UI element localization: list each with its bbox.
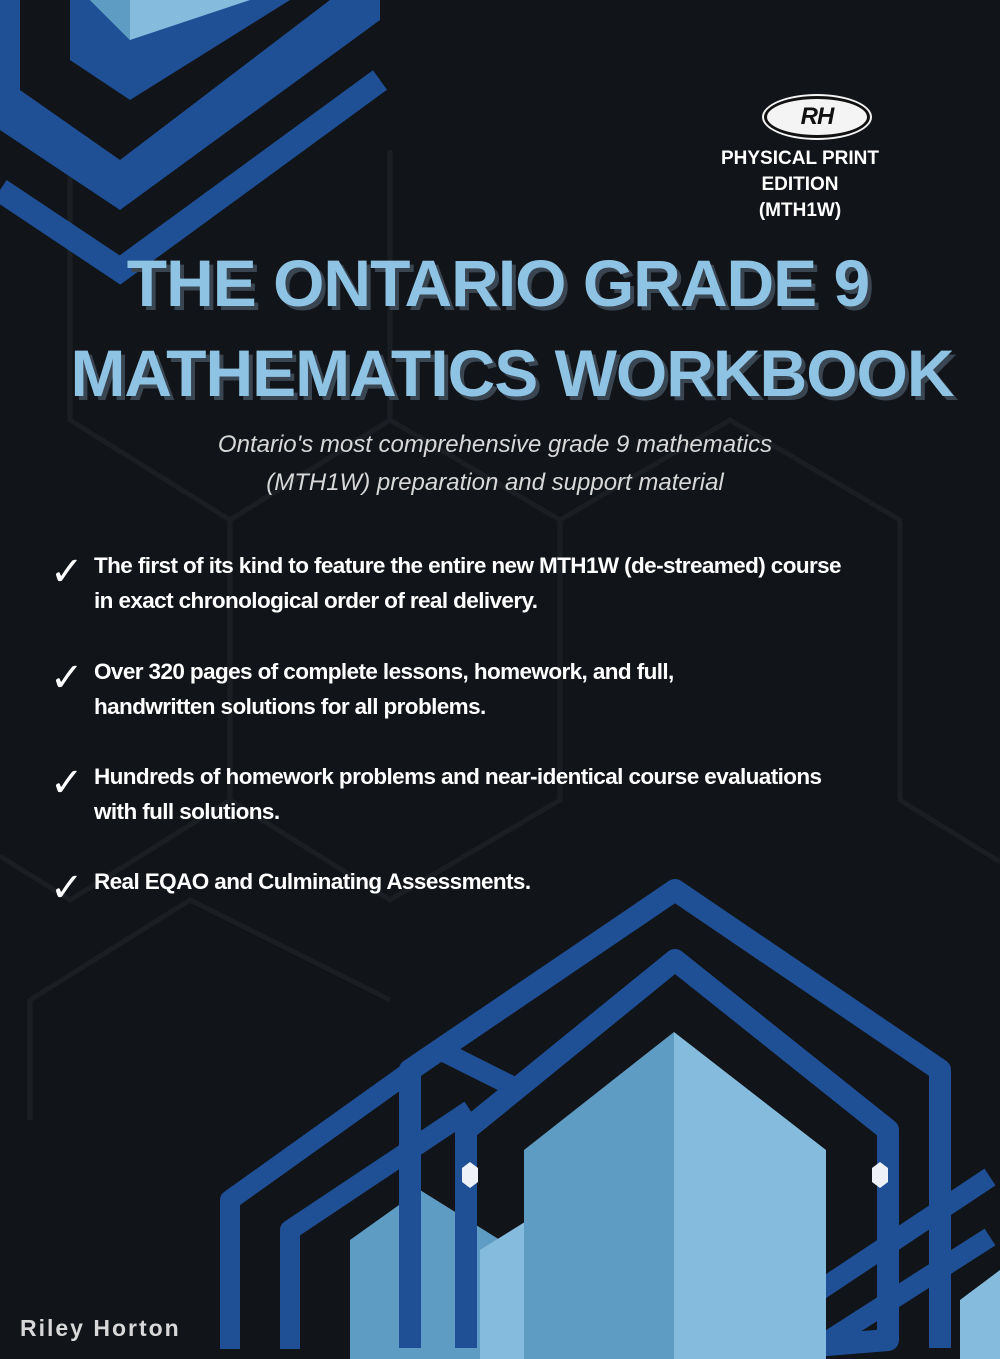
- book-subtitle: Ontario's most comprehensive grade 9 mathematics (MTH1W) preparation and support material: [217, 431, 773, 496]
- feature-bullet: ✓ The first of its kind to feature the entire new MTH1W (de-streamed) course in exact chronological order of real delivery.: [50, 550, 841, 613]
- edition-label: PHYSICAL PRINT EDITION (MTH1W): [720, 148, 879, 221]
- author-name: Riley Horton: [20, 1315, 181, 1341]
- top-left-hexagon: [0, 0, 380, 270]
- bottom-hexagon-cluster: [230, 890, 1000, 1359]
- book-title-line-2: MATHEMATICS WORKBOOK: [70, 336, 954, 410]
- publisher-logo: RH: [764, 96, 870, 138]
- check-icon: ✓: [50, 656, 84, 700]
- feature-bullet: ✓ Over 320 pages of complete lessons, homework, and full, handwritten solutions for all problems.: [50, 656, 674, 719]
- check-icon: ✓: [50, 761, 84, 805]
- check-icon: ✓: [50, 866, 84, 910]
- book-title-line-1: THE ONTARIO GRADE 9: [126, 246, 870, 320]
- check-icon: ✓: [50, 550, 84, 594]
- feature-bullet: ✓ Real EQAO and Culminating Assessments.: [50, 866, 531, 910]
- feature-bullet: ✓ Hundreds of homework problems and near-identical course evaluations with full solutions.: [50, 761, 822, 824]
